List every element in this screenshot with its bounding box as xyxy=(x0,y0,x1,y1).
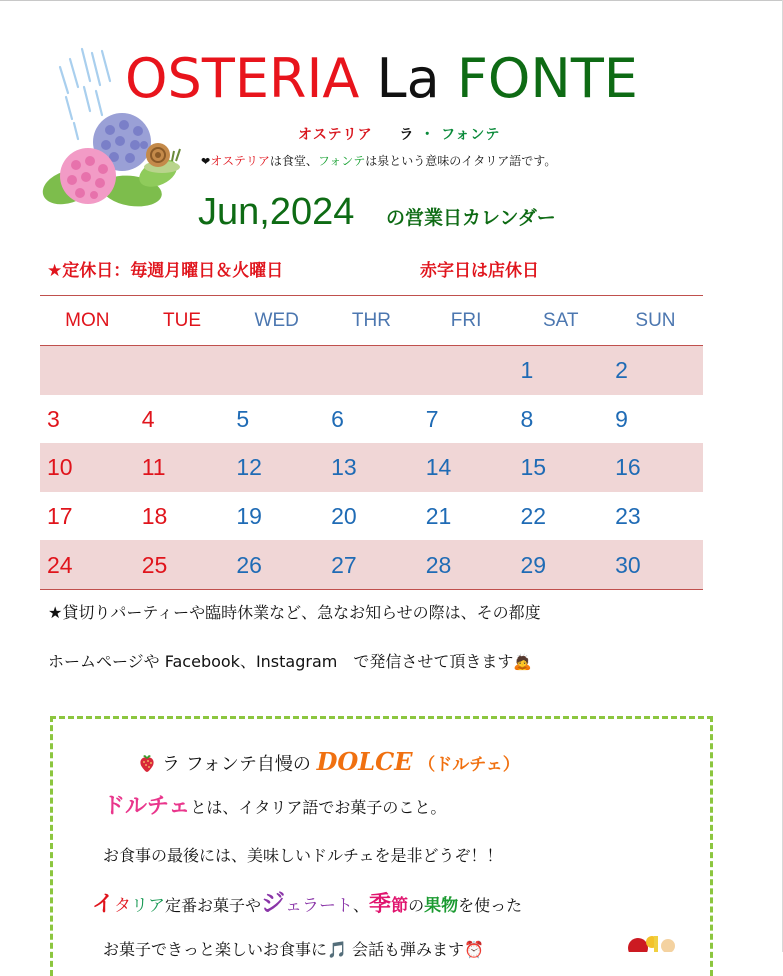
l3-g: 、 xyxy=(353,896,370,915)
calendar-day: 29 xyxy=(520,551,547,578)
weekday-sat: SAT xyxy=(543,309,579,331)
calendar-day: 26 xyxy=(236,551,262,578)
title-osteria: OSTERIA xyxy=(125,47,360,110)
calendar-day: 30 xyxy=(615,551,641,578)
calendar-day: 7 xyxy=(425,405,439,432)
dolce-line-2: お食事の最後には、美味しいドルチェを是非どうぞ！！ xyxy=(103,846,503,865)
calendar-day: 24 xyxy=(47,551,73,578)
l3-b: タ xyxy=(114,896,132,916)
weekday-header xyxy=(40,296,703,345)
l3-e: ジ xyxy=(261,889,286,917)
meaning-d: は泉という意味のイタリア語です。 xyxy=(365,154,557,168)
dolce-word: DOLCE xyxy=(316,747,413,776)
calendar-day: 21 xyxy=(425,503,452,530)
l3-c: リア xyxy=(131,896,166,916)
calendar-day: 3 xyxy=(47,405,60,432)
notice-line-2 xyxy=(48,649,532,675)
month-label: Jun,2024 xyxy=(198,191,355,233)
calendar-day: 28 xyxy=(425,551,452,578)
l3-i: 節 xyxy=(391,896,409,916)
red-day-note: 赤字日は店休日 xyxy=(420,261,539,281)
calendar-day: 6 xyxy=(331,405,344,432)
bowing-icon: 🙇 xyxy=(513,653,533,671)
calendar-week xyxy=(40,346,703,395)
l3-k: 果物 xyxy=(424,896,459,916)
closed-days-note: ★定休日：毎週月曜日＆火曜日 xyxy=(47,261,284,281)
calendar-day: 11 xyxy=(141,454,166,481)
calendar-day: 9 xyxy=(615,405,628,432)
calendar-day: 23 xyxy=(615,503,641,530)
calendar-day: 22 xyxy=(520,503,547,530)
calendar-day: 16 xyxy=(615,454,641,481)
meaning-b: は食堂、 xyxy=(269,154,318,168)
meaning-osteria: オステリア xyxy=(210,154,270,168)
calendar-day: 1 xyxy=(520,357,534,384)
kana-dot: ・ xyxy=(420,127,436,143)
calendar-day: 8 xyxy=(520,405,534,432)
dolce-paren: （ドルチェ） xyxy=(418,755,520,775)
kana-ra: ラ xyxy=(399,127,415,143)
calendar-bottom-rule xyxy=(40,589,703,590)
top-border xyxy=(0,0,783,1)
calendar-day: 15 xyxy=(520,454,547,481)
dolce-line-1-rest: とは、イタリア語でお菓子のこと。 xyxy=(190,798,447,817)
calendar-day: 13 xyxy=(331,454,357,481)
notice-line-2-text: ホームページや Facebook、Instagram で発信させて頂きます xyxy=(48,652,514,671)
calendar-weeks xyxy=(40,346,703,589)
strawberry-icon xyxy=(138,753,156,773)
calendar-week xyxy=(40,492,703,541)
dolce-title xyxy=(138,748,520,779)
calendar-day: 12 xyxy=(236,454,262,481)
l3-h: 季 xyxy=(369,892,392,917)
dolce-line-4: お菓子できっと楽しいお食事に🎵 会話も弾みます⏰ xyxy=(103,940,484,959)
calendar-day: 27 xyxy=(331,551,357,578)
calendar-table xyxy=(40,295,703,590)
calendar-day: 4 xyxy=(141,405,155,432)
restaurant-title xyxy=(0,46,773,112)
title-fonte: FONTE xyxy=(456,47,638,110)
calendar-day: 19 xyxy=(236,503,262,530)
l3-f: ェラート xyxy=(285,896,354,916)
meaning-fonte: フォンテ xyxy=(317,154,366,168)
weekday-fri: FRI xyxy=(450,309,482,331)
fruit-dessert-icon xyxy=(624,930,684,952)
calendar-day: 10 xyxy=(47,454,73,481)
calendar-day: 14 xyxy=(425,454,452,481)
heart-icon: ❤ xyxy=(201,155,211,168)
calendar-day: 18 xyxy=(141,503,168,530)
dolce-word-jp: ドルチェ xyxy=(103,794,191,819)
calendar-day: 25 xyxy=(141,551,168,578)
l3-d: 定番お菓子や xyxy=(165,896,262,915)
dolce-line-1 xyxy=(103,792,446,823)
l3-l: を使った xyxy=(458,896,523,915)
calendar-day: 2 xyxy=(615,357,628,384)
weekday-tue: TUE xyxy=(163,309,202,331)
weekday-mon: MON xyxy=(65,309,110,331)
calendar-week xyxy=(40,443,703,492)
kana-osteria: オステリア xyxy=(298,127,373,143)
month-suffix: の営業日カレンダー xyxy=(386,207,556,229)
dolce-line-3 xyxy=(92,886,522,923)
calendar-day: 17 xyxy=(47,503,73,530)
title-kana xyxy=(298,126,500,144)
l3-a: イ xyxy=(92,892,115,917)
notice-line-1: ★貸切りパーティーや臨時休業など、急なお知らせの際は、その都度 xyxy=(48,603,541,622)
title-la: La xyxy=(376,47,440,110)
calendar-day: 20 xyxy=(331,503,357,530)
l3-j: の xyxy=(408,896,425,915)
name-meaning xyxy=(201,152,556,171)
weekday-thr: THR xyxy=(351,309,391,331)
kana-fonte: フォンテ xyxy=(441,127,501,143)
dolce-title-pre: ラ フォンテ自慢の xyxy=(162,754,311,775)
weekday-sun: SUN xyxy=(635,309,676,331)
calendar-week xyxy=(40,395,703,444)
weekday-wed: WED xyxy=(254,309,299,331)
calendar-week xyxy=(40,540,703,589)
calendar-day: 5 xyxy=(236,405,250,432)
